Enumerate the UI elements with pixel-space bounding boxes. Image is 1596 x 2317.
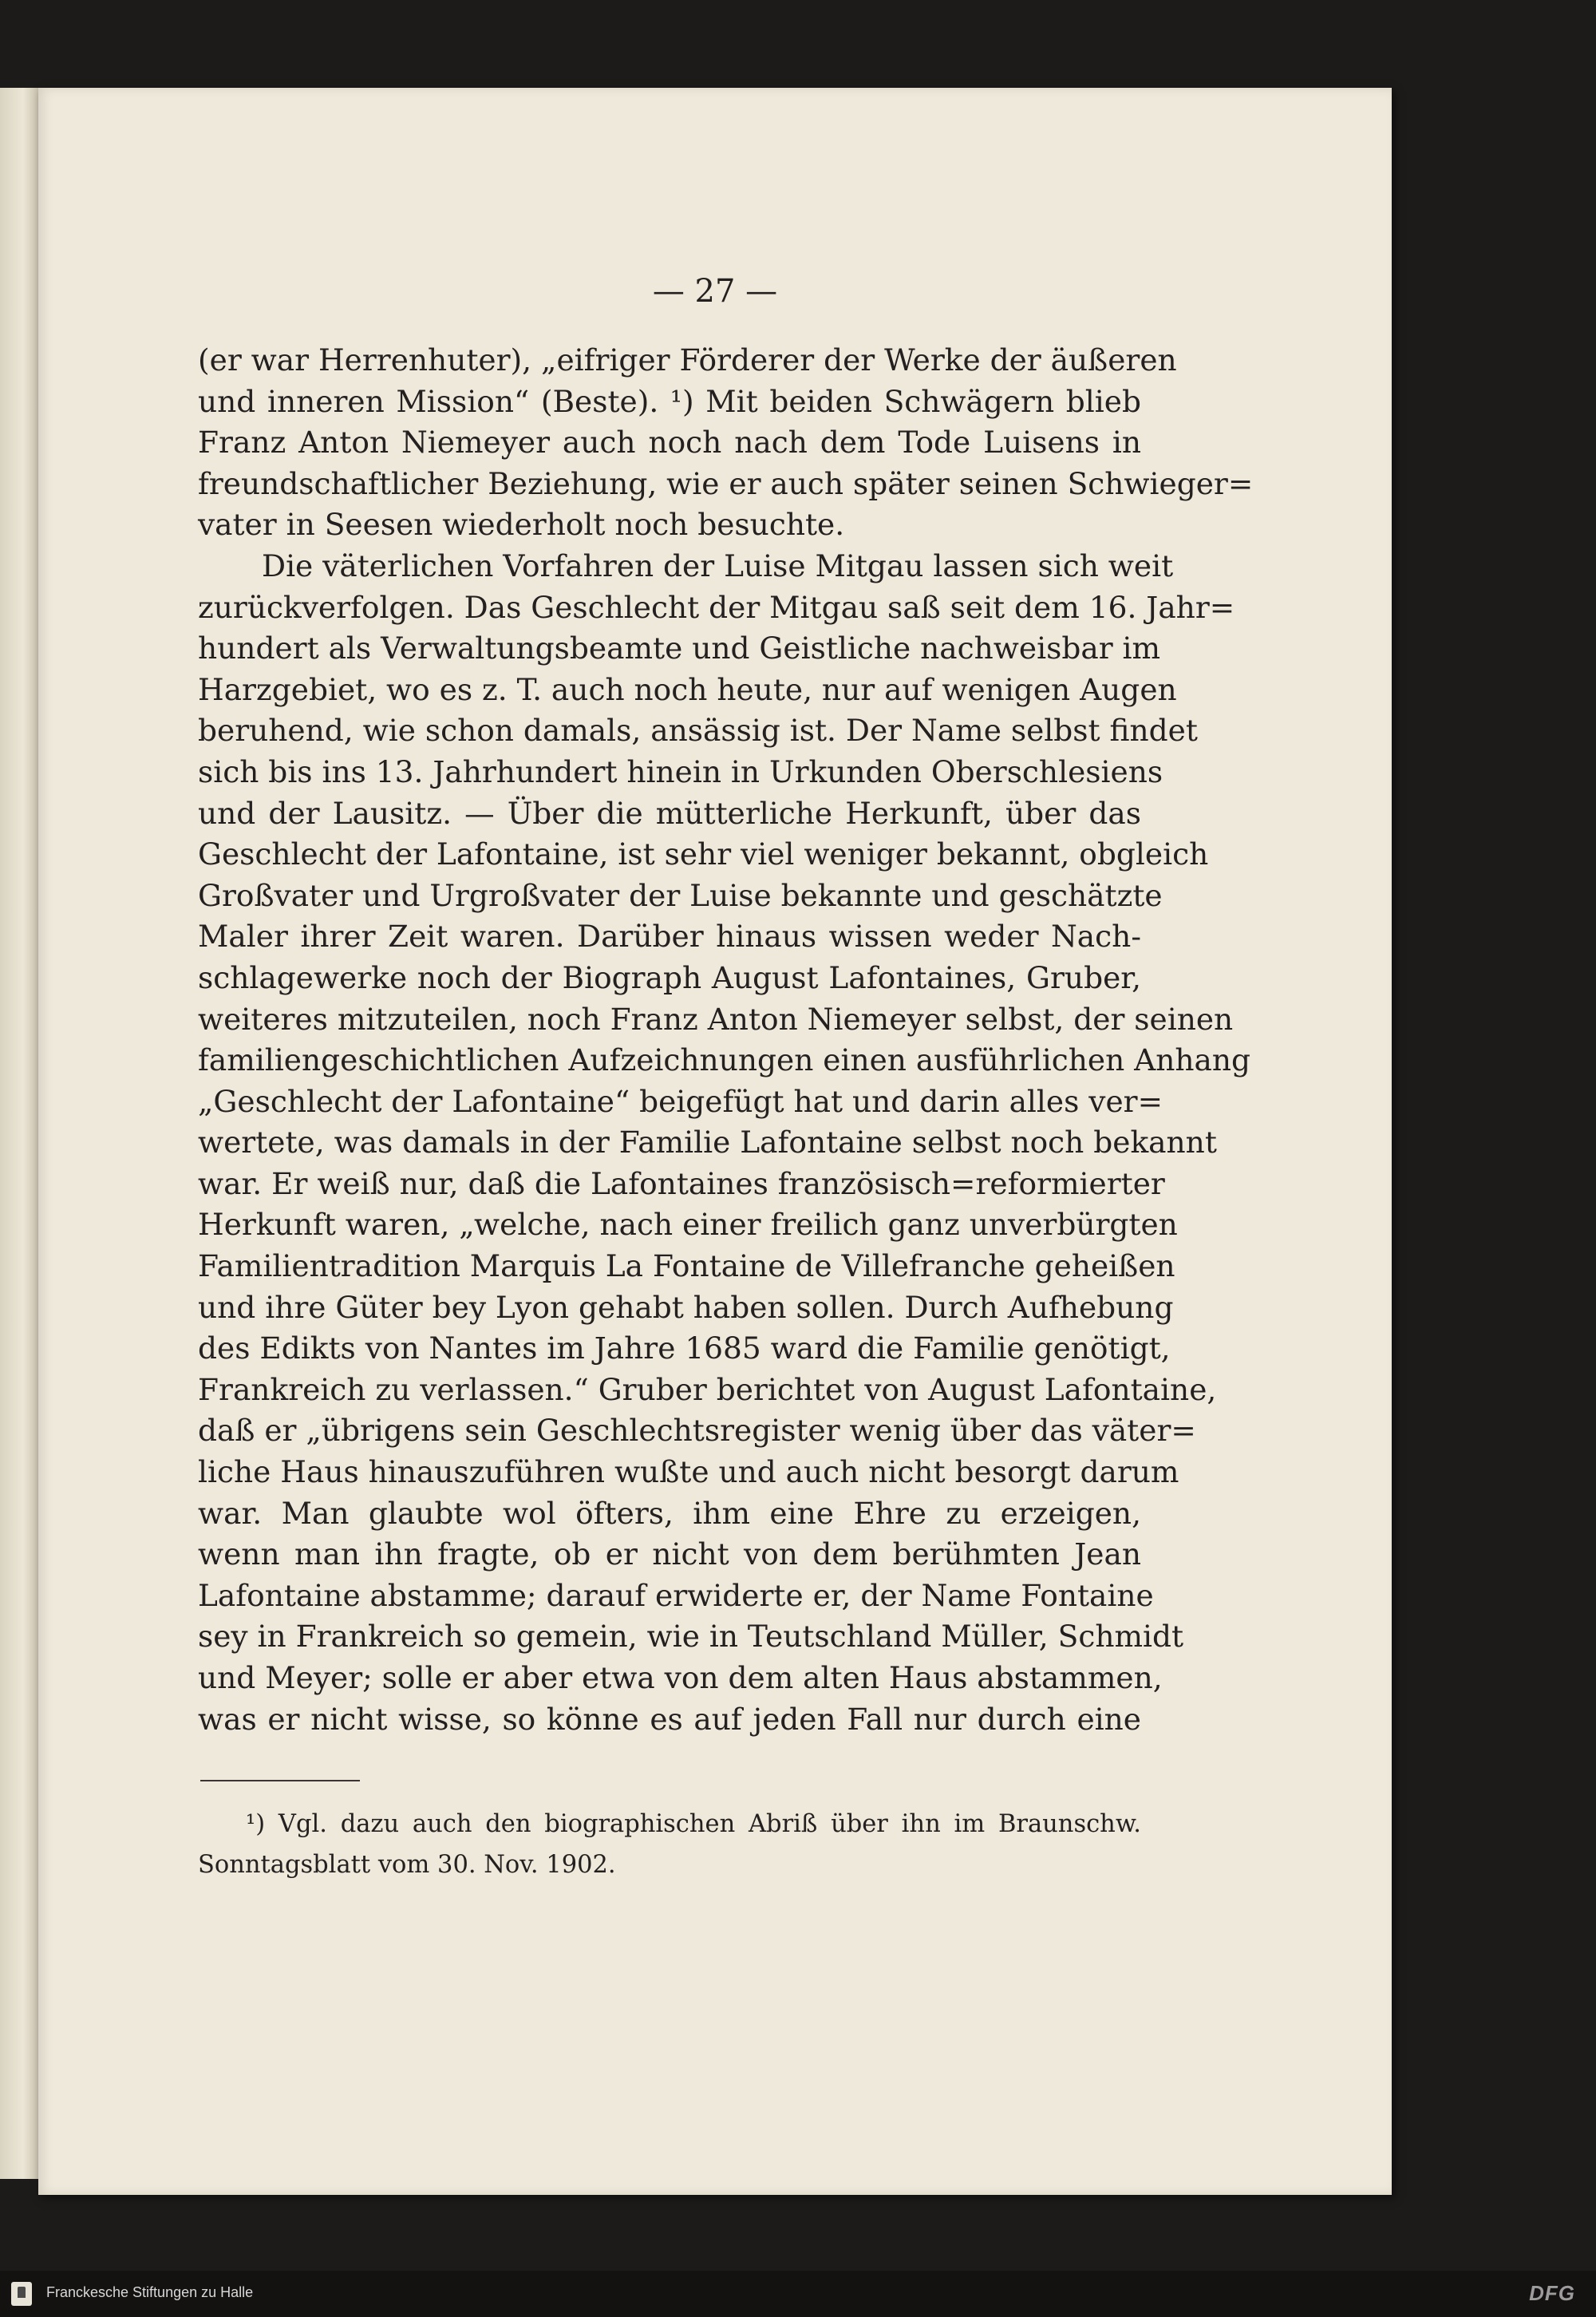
- dfg-logo: DFG: [1529, 2281, 1575, 2305]
- footnote-divider: [200, 1780, 360, 1781]
- footnote-line: Sonntagsblatt vom 30. Nov. 1902.: [198, 1851, 616, 1879]
- text-line: sey in Frankreich so gemein, wie in Teutschland Müller, Schmidt: [198, 1619, 1184, 1655]
- footnote: [198, 1804, 1141, 1885]
- text-line: vater in Seesen wiederholt noch besuchte.: [198, 507, 845, 543]
- text-line: wenn man ihn fragte, ob er nicht von dem berühmten Jean: [198, 1536, 1141, 1572]
- library-name: Franckesche Stiftungen zu Halle: [46, 2284, 254, 2300]
- text-line: Geschlecht der Lafontaine, ist sehr viel weniger bekannt, obgleich: [198, 836, 1209, 872]
- text-line: und Meyer; solle er aber etwa von dem alten Haus abstammen,: [198, 1660, 1163, 1695]
- footnote-line: ¹) Vgl. dazu auch den biographischen Abriß über ihn im Braunschw.: [246, 1810, 1141, 1838]
- text-line: hundert als Verwaltungsbeamte und Geistliche nachweisbar im: [198, 631, 1161, 666]
- text-line: weiteres mitzuteilen, noch Franz Anton Niemeyer selbst, der seinen: [198, 1001, 1234, 1037]
- text-line: liche Haus hinauszuführen wußte und auch nicht besorgt darum: [198, 1454, 1179, 1490]
- text-line: was er nicht wisse, so könne es auf jeden Fall nur durch eine: [198, 1701, 1141, 1737]
- text-line: und ihre Güter bey Lyon gehabt haben sollen. Durch Aufhebung: [198, 1289, 1174, 1325]
- library-seal-icon: [11, 2282, 32, 2306]
- text-line: Franz Anton Niemeyer auch noch nach dem Tode Luisens in: [198, 425, 1141, 461]
- text-line: und der Lausitz. — Über die mütterliche Herkunft, über das: [198, 795, 1141, 831]
- text-line: Harzgebiet, wo es z. T. auch noch heute, nur auf wenigen Augen: [198, 671, 1177, 707]
- text-line: freundschaftlicher Beziehung, wie er auch später seinen Schwieger=: [198, 465, 1254, 501]
- text-line: war. Er weiß nur, daß die Lafontaines französisch=reformierter: [198, 1165, 1165, 1201]
- text-line: schlagewerke noch der Biograph August Lafontaines, Gruber,: [198, 959, 1141, 995]
- text-line: sich bis ins 13. Jahrhundert hinein in Urkunden Oberschlesiens: [198, 753, 1163, 789]
- text-line: daß er „übrigens sein Geschlechtsregister wenig über das väter=: [198, 1413, 1196, 1449]
- text-line: des Edikts von Nantes im Jahre 1685 ward die Familie genötigt,: [198, 1330, 1171, 1366]
- body-text: [198, 340, 1254, 1740]
- text-line: Maler ihrer Zeit waren. Darüber hinaus wissen weder Nach-: [198, 919, 1141, 955]
- text-line: familiengeschichtlichen Aufzeichnungen einen ausführlichen Anhang: [198, 1042, 1251, 1078]
- text-line: Großvater und Urgroßvater der Luise bekannte und geschätzte: [198, 877, 1163, 913]
- text-line: Frankreich zu verlassen.“ Gruber berichtet von August Lafontaine,: [198, 1371, 1217, 1407]
- text-line: Lafontaine abstamme; darauf erwiderte er, der Name Fontaine: [198, 1577, 1154, 1613]
- text-line: Die väterlichen Vorfahren der Luise Mitgau lassen sich weit: [262, 548, 1174, 583]
- text-line: Herkunft waren, „welche, nach einer freilich ganz unverbürgten: [198, 1207, 1178, 1243]
- text-line: und inneren Mission“ (Beste). ¹) Mit beiden Schwägern blieb: [198, 383, 1141, 419]
- text-line: beruhend, wie schon damals, ansässig ist. Der Name selbst findet: [198, 713, 1198, 749]
- page-number: — 27 —: [652, 273, 778, 310]
- book-page: [38, 88, 1392, 2195]
- text-line: „Geschlecht der Lafontaine“ beigefügt hat und darin alles ver=: [198, 1083, 1163, 1119]
- text-line: (er war Herrenhuter), „eifriger Förderer der Werke der äußeren: [198, 342, 1177, 378]
- text-line: zurückverfolgen. Das Geschlecht der Mitgau saß seit dem 16. Jahr=: [198, 589, 1235, 625]
- text-line: war. Man glaubte wol öfters, ihm eine Ehre zu erzeigen,: [198, 1495, 1141, 1531]
- text-line: wertete, was damals in der Familie Lafontaine selbst noch bekannt: [198, 1125, 1217, 1160]
- text-line: Familientradition Marquis La Fontaine de Villefranche geheißen: [198, 1248, 1175, 1284]
- facing-page-edge: [0, 88, 40, 2179]
- viewer-footer-bar: [0, 2271, 1596, 2317]
